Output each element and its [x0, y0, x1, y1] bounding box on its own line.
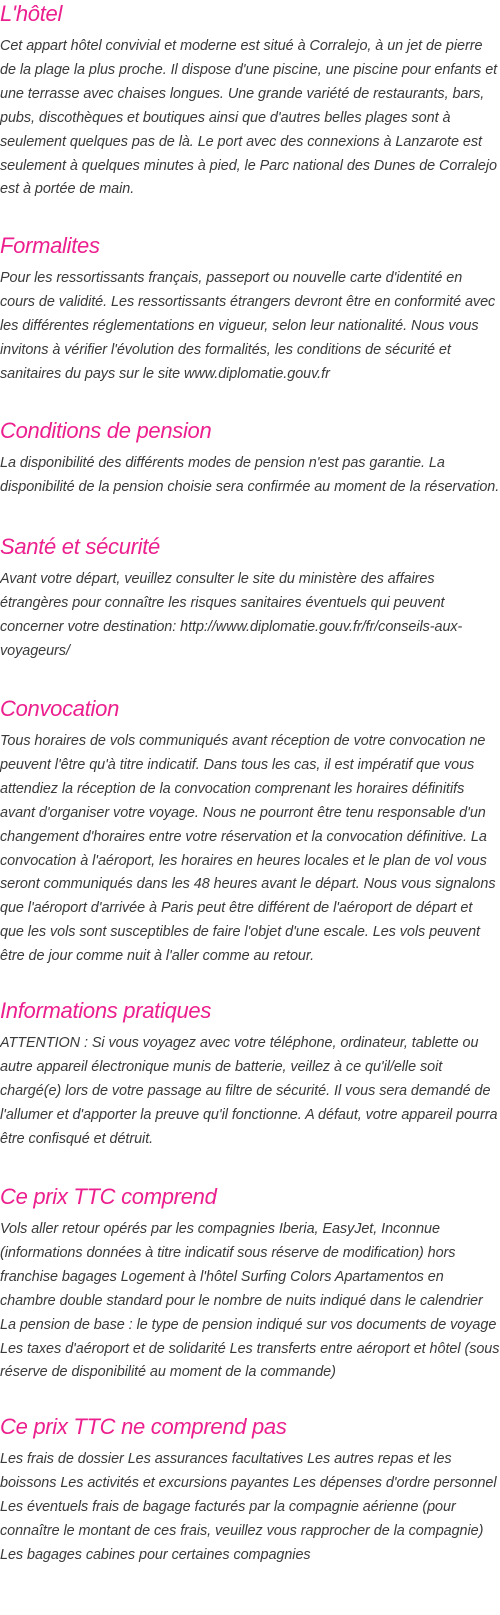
section-conditions-pension: [0, 417, 500, 500]
section-informations-pratiques: [0, 997, 500, 1152]
section-text-informations-pratiques: ATTENTION : Si vous voyagez avec votre téléphone, ordinateur, tablette ou autre appareil électronique munis de batterie, veillez à ce qu'il/elle soit chargé(e) lors de votre passage au filtre de sécurité. Il vous sera demandé de l'allumer et d'apporter la preuve qu'il fonctionne. A défaut, votre appareil pourra être confisqué et détruit.: [0, 1035, 498, 1147]
section-text-prix-ne-comprend-pas: Les frais de dossier Les assurances facultatives Les autres repas et les boissons Les activités et excursions payantes Les dépenses d'ordre personnel Les éventuels frais de bagage facturés par la compagnie aérienne (pour connaître le montant de ces frais, veuillez vous rapprocher de la compagnie) Les bagages cabines pour certaines compagnies: [0, 1451, 497, 1563]
section-text-convocation: Tous horaires de vols communiqués avant réception de votre convocation ne peuvent l'être qu'à titre indicatif. Dans tous les cas, il est impératif que vous attendiez la réception de la convocation comprenant les horaires définitifs avant d'organiser votre voyage. Nous ne pourront être tenu responsable d'un changement d'horaires entre votre réservation et la convocation définitive. La convocation à l'aéroport, les horaires en heures locales et le plan de vol vous seront communiqués dans les 48 heures avant le départ. Nous vous signalons que l'aéroport d'arrivée à Paris peut être différent de l'aéroport de départ et que les vols sont susceptibles de faire l'objet d'une escale. Les vols peuvent être de jour comme nuit à l'aller comme au retour.: [0, 733, 496, 965]
section-title-informations-pratiques: Informations pratiques: [0, 998, 212, 1023]
section-title-prix-comprend: Ce prix TTC comprend: [0, 1184, 217, 1209]
section-text-conditions-pension: La disponibilité des différents modes de pension n'est pas garantie. La disponibilité de la pension choisie sera confirmée au moment de la réservation.: [0, 455, 500, 495]
section-title-formalites: Formalites: [0, 233, 100, 258]
section-title-sante-securite: Santé et sécurité: [0, 534, 160, 559]
section-prix-ne-comprend-pas: [0, 1413, 500, 1568]
section-hotel: [0, 0, 500, 202]
section-text-formalites: Pour les ressortissants français, passeport ou nouvelle carte d'identité en cours de validité. Les ressortissants étrangers devront être en conformité avec les différentes réglementations en vigueur, selon leur nationalité. Nous vous invitons à vérifier l'évolution des formalités, les conditions de sécurité et sanitaires du pays sur le site www.diplomatie.gouv.fr: [0, 270, 496, 382]
section-text-sante-securite: Avant votre départ, veuillez consulter le site du ministère des affaires étrangères pour connaître les risques sanitaires éventuels qui peuvent concerner votre destination: http://www.diplomatie.gouv.fr/fr/conseils-aux-voyageurs/: [0, 571, 463, 659]
section-title-conditions-pension: Conditions de pension: [0, 418, 212, 443]
section-text-prix-comprend: Vols aller retour opérés par les compagnies Iberia, EasyJet, Inconnue (informations données à titre indicatif sous réserve de modification) hors franchise bagages Logement à l'hôtel Surfing Colors Apartamentos en chambre double standard pour le nombre de nuits indiqué dans le calendrier La pension de base : le type de pension indiqué sur vos documents de voyage Les taxes d'aéroport et de solidarité Les transferts entre aéroport et hôtel (sous réserve de disponibilité au moment de la commande): [0, 1221, 500, 1381]
section-title-prix-ne-comprend-pas: Ce prix TTC ne comprend pas: [0, 1414, 287, 1439]
section-title-hotel: L'hôtel: [0, 1, 63, 26]
section-formalites: [0, 232, 500, 387]
section-title-convocation: Convocation: [0, 696, 119, 721]
section-text-hotel: Cet appart hôtel convivial et moderne est situé à Corralejo, à un jet de pierre de la plage la plus proche. Il dispose d'une piscine, une piscine pour enfants et une terrasse avec chaises longues. Une grande variété de restaurants, bars, pubs, discothèques et boutiques ainsi que d'autres belles plages sont à seulement quelques pas de là. Le port avec des connexions à Lanzarote est seulement à quelques minutes à pied, le Parc national des Dunes de Corralejo est à portée de main.: [0, 38, 498, 198]
section-convocation: [0, 695, 500, 969]
section-sante-securite: [0, 533, 500, 664]
section-prix-comprend: [0, 1183, 500, 1385]
